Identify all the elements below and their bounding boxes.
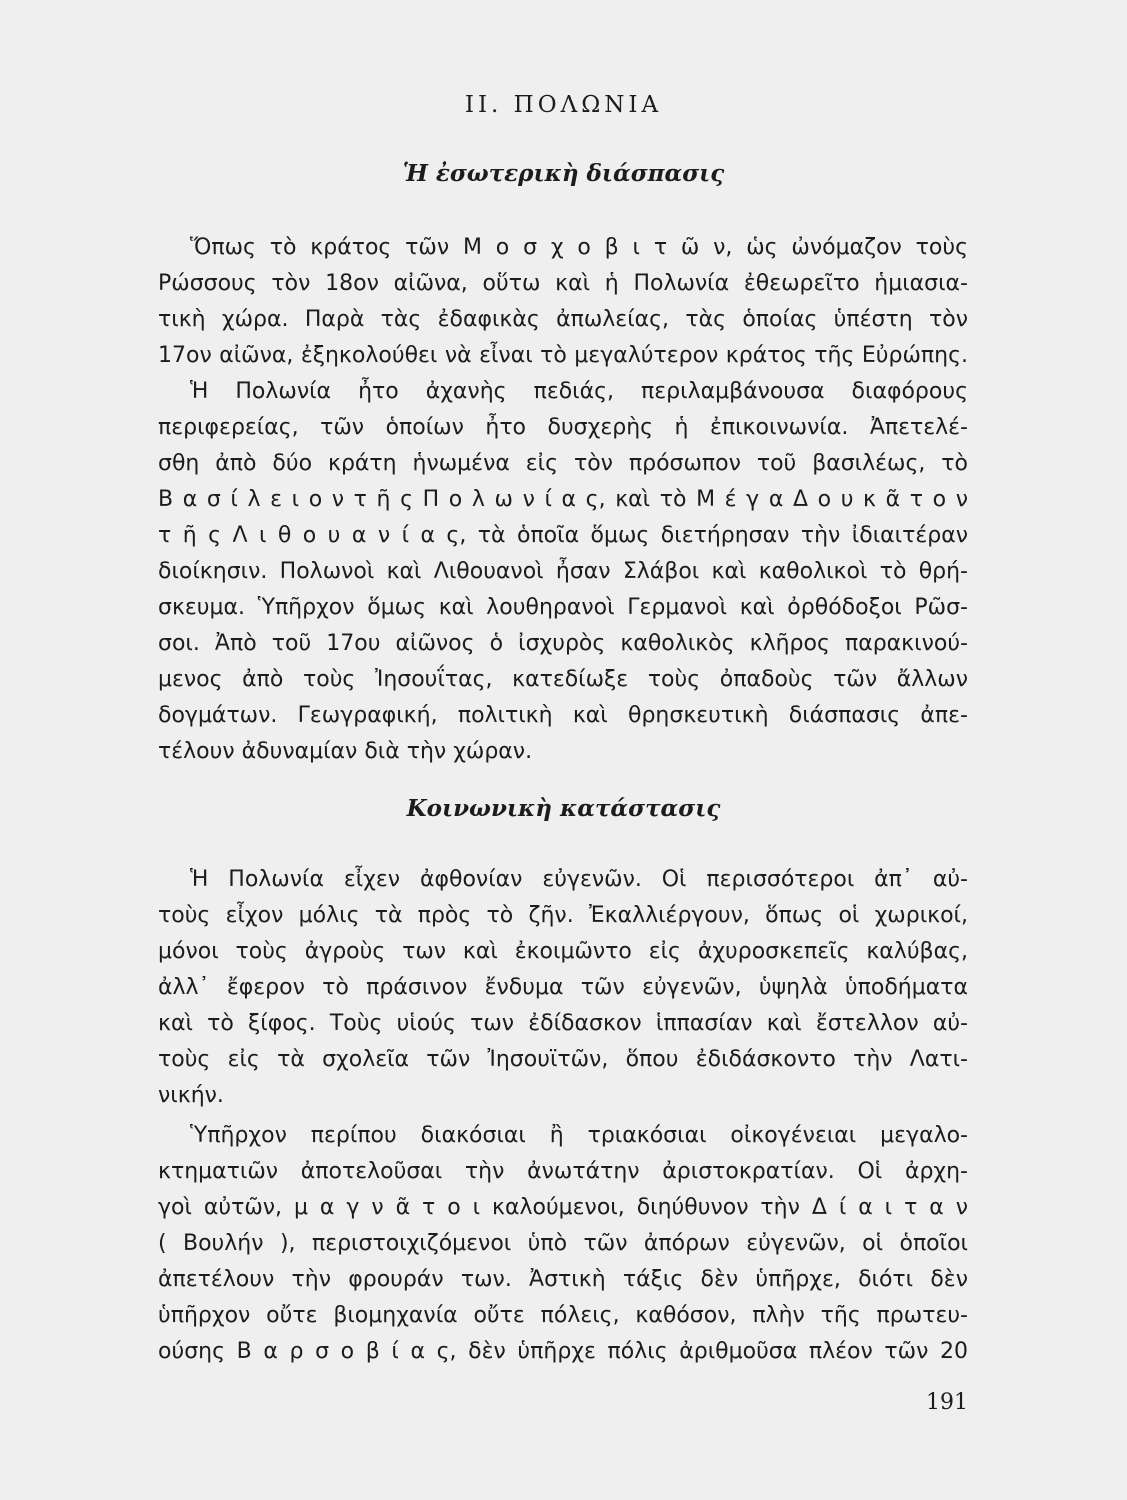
text-line: τοὺς εἰς τὰ σχολεῖα τῶν Ἰησουϊτῶν, ὅπου ἐδιδάσκοντο τὴν Λατι- xyxy=(158,1047,968,1072)
text-line: 17ον αἰῶνα, ἐξηκολούθει νὰ εἶναι τὸ μεγαλύτερον κράτος τῆς Εὐρώπης. xyxy=(158,343,968,368)
text-line: τικὴ χώρα. Παρὰ τὰς ἐδαφικὰς ἀπωλείας, τὰς ὁποίας ὑπέστη τὸν xyxy=(158,307,968,332)
text-line: δογμάτων. Γεωγραφική, πολιτικὴ καὶ θρησκευτικὴ διάσπασις ἀπε- xyxy=(158,703,968,728)
text-line: Ὅπως τὸ κράτος τῶν Μ ο σ χ ο β ι τ ῶ ν, ὡς ὠνόμαζον τοὺς xyxy=(190,235,968,260)
text-line: μενος ἀπὸ τοὺς Ἰησουΐτας, κατεδίωξε τοὺς ὀπαδοὺς τῶν ἄλλων xyxy=(158,667,968,692)
text-line: ούσης Β α ρ σ ο β ί α ς, δὲν ὑπῆρχε πόλις ἀριθμοῦσα πλέον τῶν 20 xyxy=(158,1339,968,1364)
text-line: διοίκησιν. Πολωνοὶ καὶ Λιθουανοὶ ἦσαν Σλάβοι καὶ καθολικοὶ τὸ θρή- xyxy=(158,559,968,584)
text-line: ἀπετέλουν τὴν φρουράν των. Ἀστικὴ τάξις δὲν ὑπῆρχε, διότι δὲν xyxy=(158,1267,968,1292)
text-line: ὑπῆρχον οὔτε βιομηχανία οὔτε πόλεις, καθόσον, πλὴν τῆς πρωτευ- xyxy=(158,1303,968,1328)
text-line: τ ῆ ς Λ ι θ ο υ α ν ί α ς, τὰ ὁποῖα ὅμως διετήρησαν τὴν ἰδιαιτέραν xyxy=(158,523,968,548)
text-line: περιφερείας, τῶν ὁποίων ἦτο δυσχερὴς ἡ ἐπικοινωνία. Ἀπετελέ- xyxy=(158,415,968,440)
text-line: μόνοι τοὺς ἀγροὺς των καὶ ἐκοιμῶντο εἰς ἀχυροσκεπεῖς καλύβας, xyxy=(158,939,968,964)
page-number: 191 xyxy=(926,1390,968,1415)
text-line: Ρώσσους τὸν 18ον αἰῶνα, οὕτω καὶ ἡ Πολωνία ἐθεωρεῖτο ἡμιασια- xyxy=(158,271,968,296)
text-line: ἀλλ᾽ ἔφερον τὸ πράσινον ἔνδυμα τῶν εὐγενῶν, ὑψηλὰ ὑποδήματα xyxy=(158,975,968,1000)
text-line: γοὶ αὐτῶν, μ α γ ν ᾶ τ ο ι καλούμενοι, διηύθυνον τὴν Δ ί α ι τ α ν xyxy=(158,1195,968,1220)
chapter-title: ΙΙ. ΠΟΛΩΝΙΑ xyxy=(464,92,663,118)
text-line: καὶ τὸ ξίφος. Τοὺς υἱούς των ἐδίδασκον ἱππασίαν καὶ ἔστελλον αὐ- xyxy=(158,1011,968,1036)
text-line: σκευμα. Ὑπῆρχον ὅμως καὶ λουθηρανοὶ Γερμανοὶ καὶ ὀρθόδοξοι Ρῶσ- xyxy=(158,595,968,620)
text-line: νικήν. xyxy=(158,1083,224,1108)
text-line: Ἡ Πολωνία ἦτο ἀχανὴς πεδιάς, περιλαμβάνουσα διαφόρους xyxy=(190,379,968,404)
text-line: σοι. Ἀπὸ τοῦ 17ου αἰῶνος ὁ ἰσχυρὸς καθολικὸς κλῆρος παρακινού- xyxy=(158,631,968,656)
text-line: Ὑπῆρχον περίπου διακόσιαι ἢ τριακόσιαι οἰκογένειαι μεγαλο- xyxy=(190,1123,968,1148)
text-line: τέλουν ἀδυναμίαν διὰ τὴν χώραν. xyxy=(158,739,533,764)
text-line: Β α σ ί λ ε ι ο ν τ ῆ ς Π ο λ ω ν ί α ς, καὶ τὸ Μ έ γ α Δ ο υ κ ᾶ τ ο ν xyxy=(158,487,968,512)
text-line: σθη ἀπὸ δύο κράτη ἡνωμένα εἰς τὸν πρόσωπον τοῦ βασιλέως, τὸ xyxy=(158,451,968,476)
text-line: κτηματιῶν ἀποτελοῦσαι τὴν ἀνωτάτην ἀριστοκρατίαν. Οἱ ἀρχη- xyxy=(158,1159,968,1184)
text-line: τοὺς εἶχον μόλις τὰ πρὸς τὸ ζῆν. Ἐκαλλιέργουν, ὅπως οἱ χωρικοί, xyxy=(158,903,968,928)
text-line: ( Βουλήν ), περιστοιχιζόμενοι ὑπὸ τῶν ἀπόρων εὐγενῶν, οἱ ὁποῖοι xyxy=(158,1231,968,1256)
section-heading-social-condition: Κοινωνικὴ κατάστασις xyxy=(406,795,721,822)
text-line: Ἡ Πολωνία εἶχεν ἀφθονίαν εὐγενῶν. Οἱ περισσότεροι ἀπ᾽ αὐ- xyxy=(190,867,968,892)
section-heading-internal-division: Ἡ ἐσωτερικὴ διάσπασις xyxy=(402,160,725,187)
